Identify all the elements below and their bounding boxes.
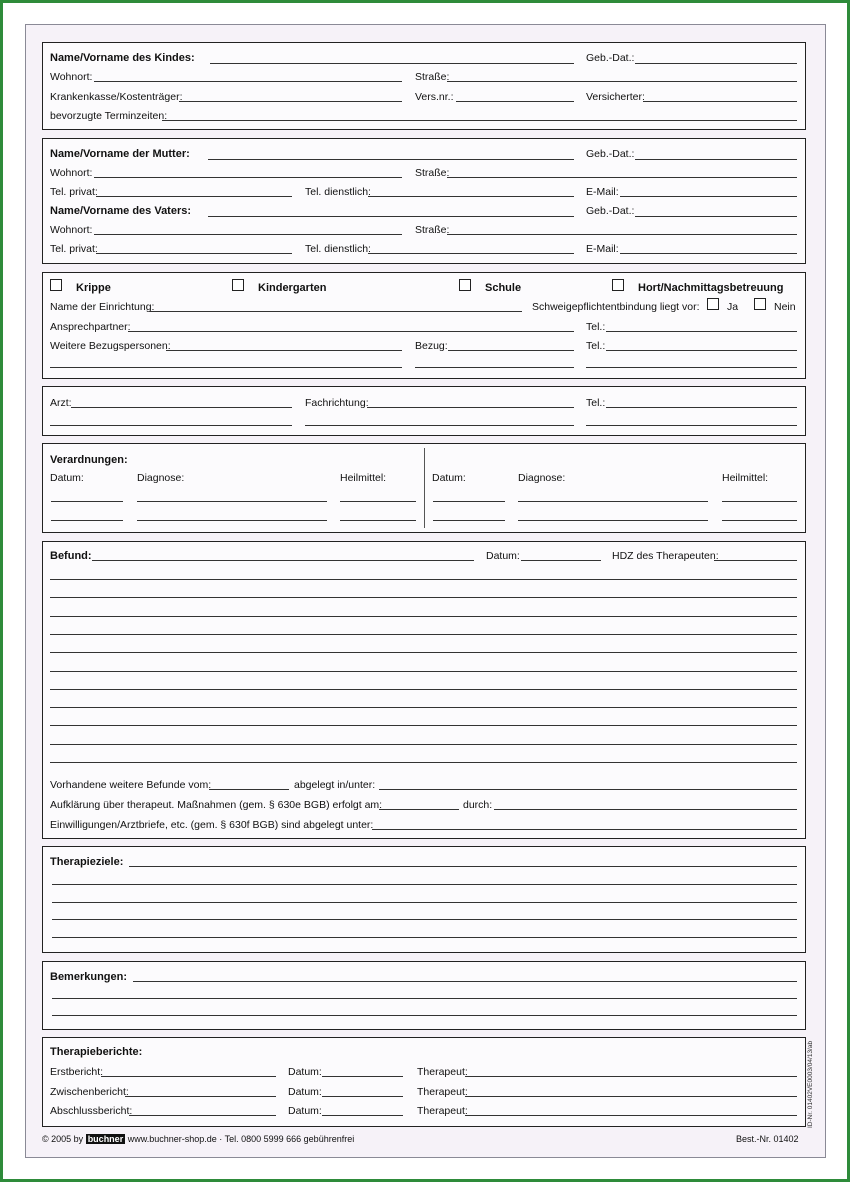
- filed-in-field[interactable]: [379, 789, 797, 790]
- clarification-by-label: durch:: [463, 799, 493, 811]
- child-section: [42, 42, 806, 130]
- rx-date-field-right-1[interactable]: [433, 501, 505, 502]
- interim-report-field[interactable]: [125, 1096, 276, 1097]
- child-street-label: Straße:: [415, 71, 450, 83]
- footer-copyright: © 2005 by: [42, 1134, 84, 1144]
- first-report-therapist-label: Therapeut:: [417, 1066, 468, 1078]
- relation-field[interactable]: [448, 350, 574, 351]
- father-residence-field[interactable]: [94, 234, 402, 235]
- mother-residence-label: Wohnort:: [50, 167, 93, 179]
- interim-report-therapist-field[interactable]: [465, 1096, 797, 1097]
- first-report-therapist-field[interactable]: [465, 1076, 797, 1077]
- confidentiality-label: Schweigepflichtentbindung liegt vor:: [532, 301, 700, 313]
- findings-writing-line[interactable]: [50, 597, 797, 598]
- consents-field[interactable]: [372, 829, 797, 830]
- child-insurance-field[interactable]: [179, 101, 402, 102]
- rx-remedy-field-right-2[interactable]: [722, 520, 797, 521]
- rx-diagnosis-field-left-2[interactable]: [137, 520, 327, 521]
- goals-writing-line[interactable]: [52, 884, 797, 885]
- interim-report-date-field[interactable]: [322, 1096, 403, 1097]
- findings-writing-line[interactable]: [50, 616, 797, 617]
- footer-order-number: Best.-Nr. 01402: [736, 1134, 799, 1144]
- father-name-label: Name/Vorname des Vaters:: [50, 205, 192, 217]
- child-insured-label: Versicherter:: [586, 91, 645, 103]
- parents-section: [42, 138, 806, 264]
- rx-diagnosis-field-left-1[interactable]: [137, 501, 327, 502]
- confidentiality-yes-label: Ja: [727, 301, 739, 313]
- other-tel-label: Tel.:: [586, 340, 606, 352]
- findings-section: [42, 541, 806, 839]
- mother-street-field[interactable]: [447, 177, 797, 178]
- rx-diagnosis-label-left: Diagnose:: [137, 472, 185, 484]
- prescriptions-title: Verardnungen:: [50, 454, 128, 466]
- doctor-tel-field-2[interactable]: [586, 425, 797, 426]
- findings-date-field[interactable]: [521, 560, 601, 561]
- consents-label: Einwilligungen/Arztbriefe, etc. (gem. § 630f BGB) sind abgelegt unter:: [50, 819, 374, 831]
- specialty-field[interactable]: [367, 407, 574, 408]
- rx-remedy-field-left-1[interactable]: [340, 501, 416, 502]
- findings-writing-line[interactable]: [50, 634, 797, 635]
- first-report-label: Erstbericht:: [50, 1066, 104, 1078]
- final-report-date-field[interactable]: [322, 1115, 403, 1116]
- checkbox-schule[interactable]: [459, 279, 471, 291]
- findings-writing-line[interactable]: [50, 707, 797, 708]
- rx-remedy-field-left-2[interactable]: [340, 520, 416, 521]
- interim-report-therapist-label: Therapeut:: [417, 1086, 468, 1098]
- reports-section: [42, 1037, 806, 1127]
- checkbox-hort[interactable]: [612, 279, 624, 291]
- first-report-date-label: Datum:: [288, 1066, 322, 1078]
- father-dob-field[interactable]: [635, 216, 797, 217]
- facility-section: [42, 272, 806, 379]
- findings-writing-line[interactable]: [50, 652, 797, 653]
- goals-writing-line[interactable]: [52, 937, 797, 938]
- specialty-field-2[interactable]: [305, 425, 574, 426]
- rx-date-field-left-2[interactable]: [51, 520, 123, 521]
- goals-writing-line[interactable]: [52, 919, 797, 920]
- filed-in-label: abgelegt in/unter:: [294, 779, 376, 791]
- mother-tel-private-field[interactable]: [96, 196, 292, 197]
- child-residence-field[interactable]: [94, 81, 402, 82]
- facility-tel-field[interactable]: [606, 331, 797, 332]
- final-report-label: Abschlussbericht:: [50, 1105, 133, 1117]
- father-dob-label: Geb.-Dat.:: [586, 205, 635, 217]
- clarification-date-field[interactable]: [379, 809, 459, 810]
- facility-name-label: Name der Einrichtung:: [50, 301, 155, 313]
- other-persons-field-2[interactable]: [50, 367, 402, 368]
- father-tel-work-field[interactable]: [368, 253, 574, 254]
- relation-label: Bezug:: [415, 340, 448, 352]
- doctor-tel-label: Tel.:: [586, 397, 606, 409]
- option-kindergarten-label: Kindergarten: [258, 282, 327, 294]
- side-id-code: ID-Nr. 01402VE0003/04/13/ab: [807, 1040, 814, 1128]
- other-persons-field[interactable]: [166, 350, 402, 351]
- other-tel-field[interactable]: [606, 350, 797, 351]
- clarification-by-field[interactable]: [494, 809, 797, 810]
- findings-field[interactable]: [92, 560, 474, 561]
- father-tel-work-label: Tel. dienstlich:: [305, 243, 371, 255]
- checkbox-confidentiality-yes[interactable]: [707, 298, 719, 310]
- child-name-label: Name/Vorname des Kindes:: [50, 52, 195, 64]
- child-dob-field[interactable]: [635, 63, 797, 64]
- other-findings-field[interactable]: [209, 789, 289, 790]
- final-report-therapist-label: Therapeut:: [417, 1105, 468, 1117]
- specialty-label: Fachrichtung:: [305, 397, 369, 409]
- facility-tel-label: Tel.:: [586, 321, 606, 333]
- rx-date-label-right: Datum:: [432, 472, 466, 484]
- facility-name-field[interactable]: [150, 311, 522, 312]
- child-times-field[interactable]: [162, 120, 797, 121]
- remarks-field[interactable]: [133, 981, 797, 982]
- option-hort-label: Hort/Nachmittagsbetreuung: [638, 282, 784, 294]
- child-dob-label: Geb.-Dat.:: [586, 52, 635, 64]
- confidentiality-no-label: Nein: [774, 301, 796, 313]
- mother-dob-label: Geb.-Dat.:: [586, 148, 635, 160]
- father-residence-label: Wohnort:: [50, 224, 93, 236]
- findings-sig-field[interactable]: [714, 560, 797, 561]
- remarks-title: Bemerkungen:: [50, 971, 128, 983]
- doctor-field-2[interactable]: [50, 425, 292, 426]
- doctor-label: Arzt:: [50, 397, 72, 409]
- prescriptions-section: [42, 443, 806, 533]
- prescriptions-divider: [424, 448, 425, 528]
- father-street-field[interactable]: [447, 234, 797, 235]
- option-schule-label: Schule: [485, 282, 522, 294]
- rx-date-field-left-1[interactable]: [51, 501, 123, 502]
- mother-residence-field[interactable]: [94, 177, 402, 178]
- mother-street-label: Straße:: [415, 167, 450, 179]
- checkbox-confidentiality-no[interactable]: [754, 298, 766, 310]
- findings-writing-line[interactable]: [50, 725, 797, 726]
- remarks-writing-line[interactable]: [52, 998, 797, 999]
- father-email-label: E-Mail:: [586, 243, 619, 255]
- goals-title: Therapieziele:: [50, 856, 124, 868]
- rx-remedy-field-right-1[interactable]: [722, 501, 797, 502]
- mother-dob-field[interactable]: [635, 159, 797, 160]
- first-report-field[interactable]: [101, 1076, 276, 1077]
- father-email-field[interactable]: [620, 253, 797, 254]
- remarks-writing-line[interactable]: [52, 1015, 797, 1016]
- father-name-field[interactable]: [208, 216, 574, 217]
- brand-logo: buchner: [87, 1134, 124, 1144]
- child-street-field[interactable]: [447, 81, 797, 82]
- father-tel-private-field[interactable]: [96, 253, 292, 254]
- doctor-field[interactable]: [71, 407, 292, 408]
- findings-date-label: Datum:: [486, 550, 520, 562]
- rx-date-field-right-2[interactable]: [433, 520, 505, 521]
- findings-writing-line[interactable]: [50, 744, 797, 745]
- mother-name-field[interactable]: [208, 159, 574, 160]
- clarification-label: Aufklärung über therapeut. Maßnahmen (gem. § 630e BGB) erfolgt am:: [50, 799, 383, 811]
- footer-contact: www.buchner-shop.de · Tel. 0800 5999 666 gebührenfrei: [127, 1134, 355, 1144]
- rx-diagnosis-field-right-2[interactable]: [518, 520, 708, 521]
- other-tel-field-2[interactable]: [586, 367, 797, 368]
- father-tel-private-label: Tel. privat:: [50, 243, 98, 255]
- interim-report-label: Zwischenbericht:: [50, 1086, 129, 1098]
- child-insurance-no-field[interactable]: [456, 101, 574, 102]
- rx-diagnosis-label-right: Diagnose:: [518, 472, 566, 484]
- footer-left: [42, 1134, 354, 1144]
- mother-email-label: E-Mail:: [586, 186, 619, 198]
- mother-tel-work-label: Tel. dienstlich:: [305, 186, 371, 198]
- findings-writing-line[interactable]: [50, 689, 797, 690]
- child-name-field[interactable]: [210, 63, 574, 64]
- contact-person-field[interactable]: [128, 331, 574, 332]
- findings-sig-label: HDZ des Therapeuten:: [612, 550, 719, 562]
- findings-writing-line[interactable]: [50, 671, 797, 672]
- goals-section: [42, 846, 806, 953]
- rx-remedy-label-left: Heilmittel:: [340, 472, 387, 484]
- final-report-date-label: Datum:: [288, 1105, 322, 1117]
- mother-tel-work-field[interactable]: [368, 196, 574, 197]
- child-insurance-no-label: Vers.nr.:: [415, 91, 454, 103]
- findings-writing-line[interactable]: [50, 762, 797, 763]
- rx-date-label-left: Datum:: [50, 472, 84, 484]
- mother-name-label: Name/Vorname der Mutter:: [50, 148, 190, 160]
- remarks-section: [42, 961, 806, 1030]
- rx-diagnosis-field-right-1[interactable]: [518, 501, 708, 502]
- findings-writing-line[interactable]: [50, 579, 797, 580]
- doctor-tel-field[interactable]: [606, 407, 797, 408]
- doctor-section: [42, 386, 806, 436]
- child-residence-label: Wohnort:: [50, 71, 93, 83]
- rx-remedy-label-right: Heilmittel:: [722, 472, 769, 484]
- final-report-therapist-field[interactable]: [465, 1115, 797, 1116]
- mother-tel-private-label: Tel. privat:: [50, 186, 98, 198]
- findings-title: Befund:: [50, 550, 92, 562]
- father-street-label: Straße:: [415, 224, 450, 236]
- other-persons-label: Weitere Bezugspersonen:: [50, 340, 171, 352]
- goals-writing-line[interactable]: [52, 902, 797, 903]
- child-insured-field[interactable]: [643, 101, 797, 102]
- child-insurance-label: Krankenkasse/Kostenträger:: [50, 91, 183, 103]
- other-findings-label: Vorhandene weitere Befunde vom:: [50, 779, 212, 791]
- relation-field-2[interactable]: [415, 367, 574, 368]
- interim-report-date-label: Datum:: [288, 1086, 322, 1098]
- checkbox-krippe[interactable]: [50, 279, 62, 291]
- option-krippe-label: Krippe: [76, 282, 111, 294]
- goals-field[interactable]: [129, 866, 797, 867]
- first-report-date-field[interactable]: [322, 1076, 403, 1077]
- child-times-label: bevorzugte Terminzeiten:: [50, 110, 168, 122]
- reports-title: Therapieberichte:: [50, 1046, 143, 1058]
- mother-email-field[interactable]: [620, 196, 797, 197]
- checkbox-kindergarten[interactable]: [232, 279, 244, 291]
- contact-person-label: Ansprechpartner:: [50, 321, 131, 333]
- final-report-field[interactable]: [129, 1115, 276, 1116]
